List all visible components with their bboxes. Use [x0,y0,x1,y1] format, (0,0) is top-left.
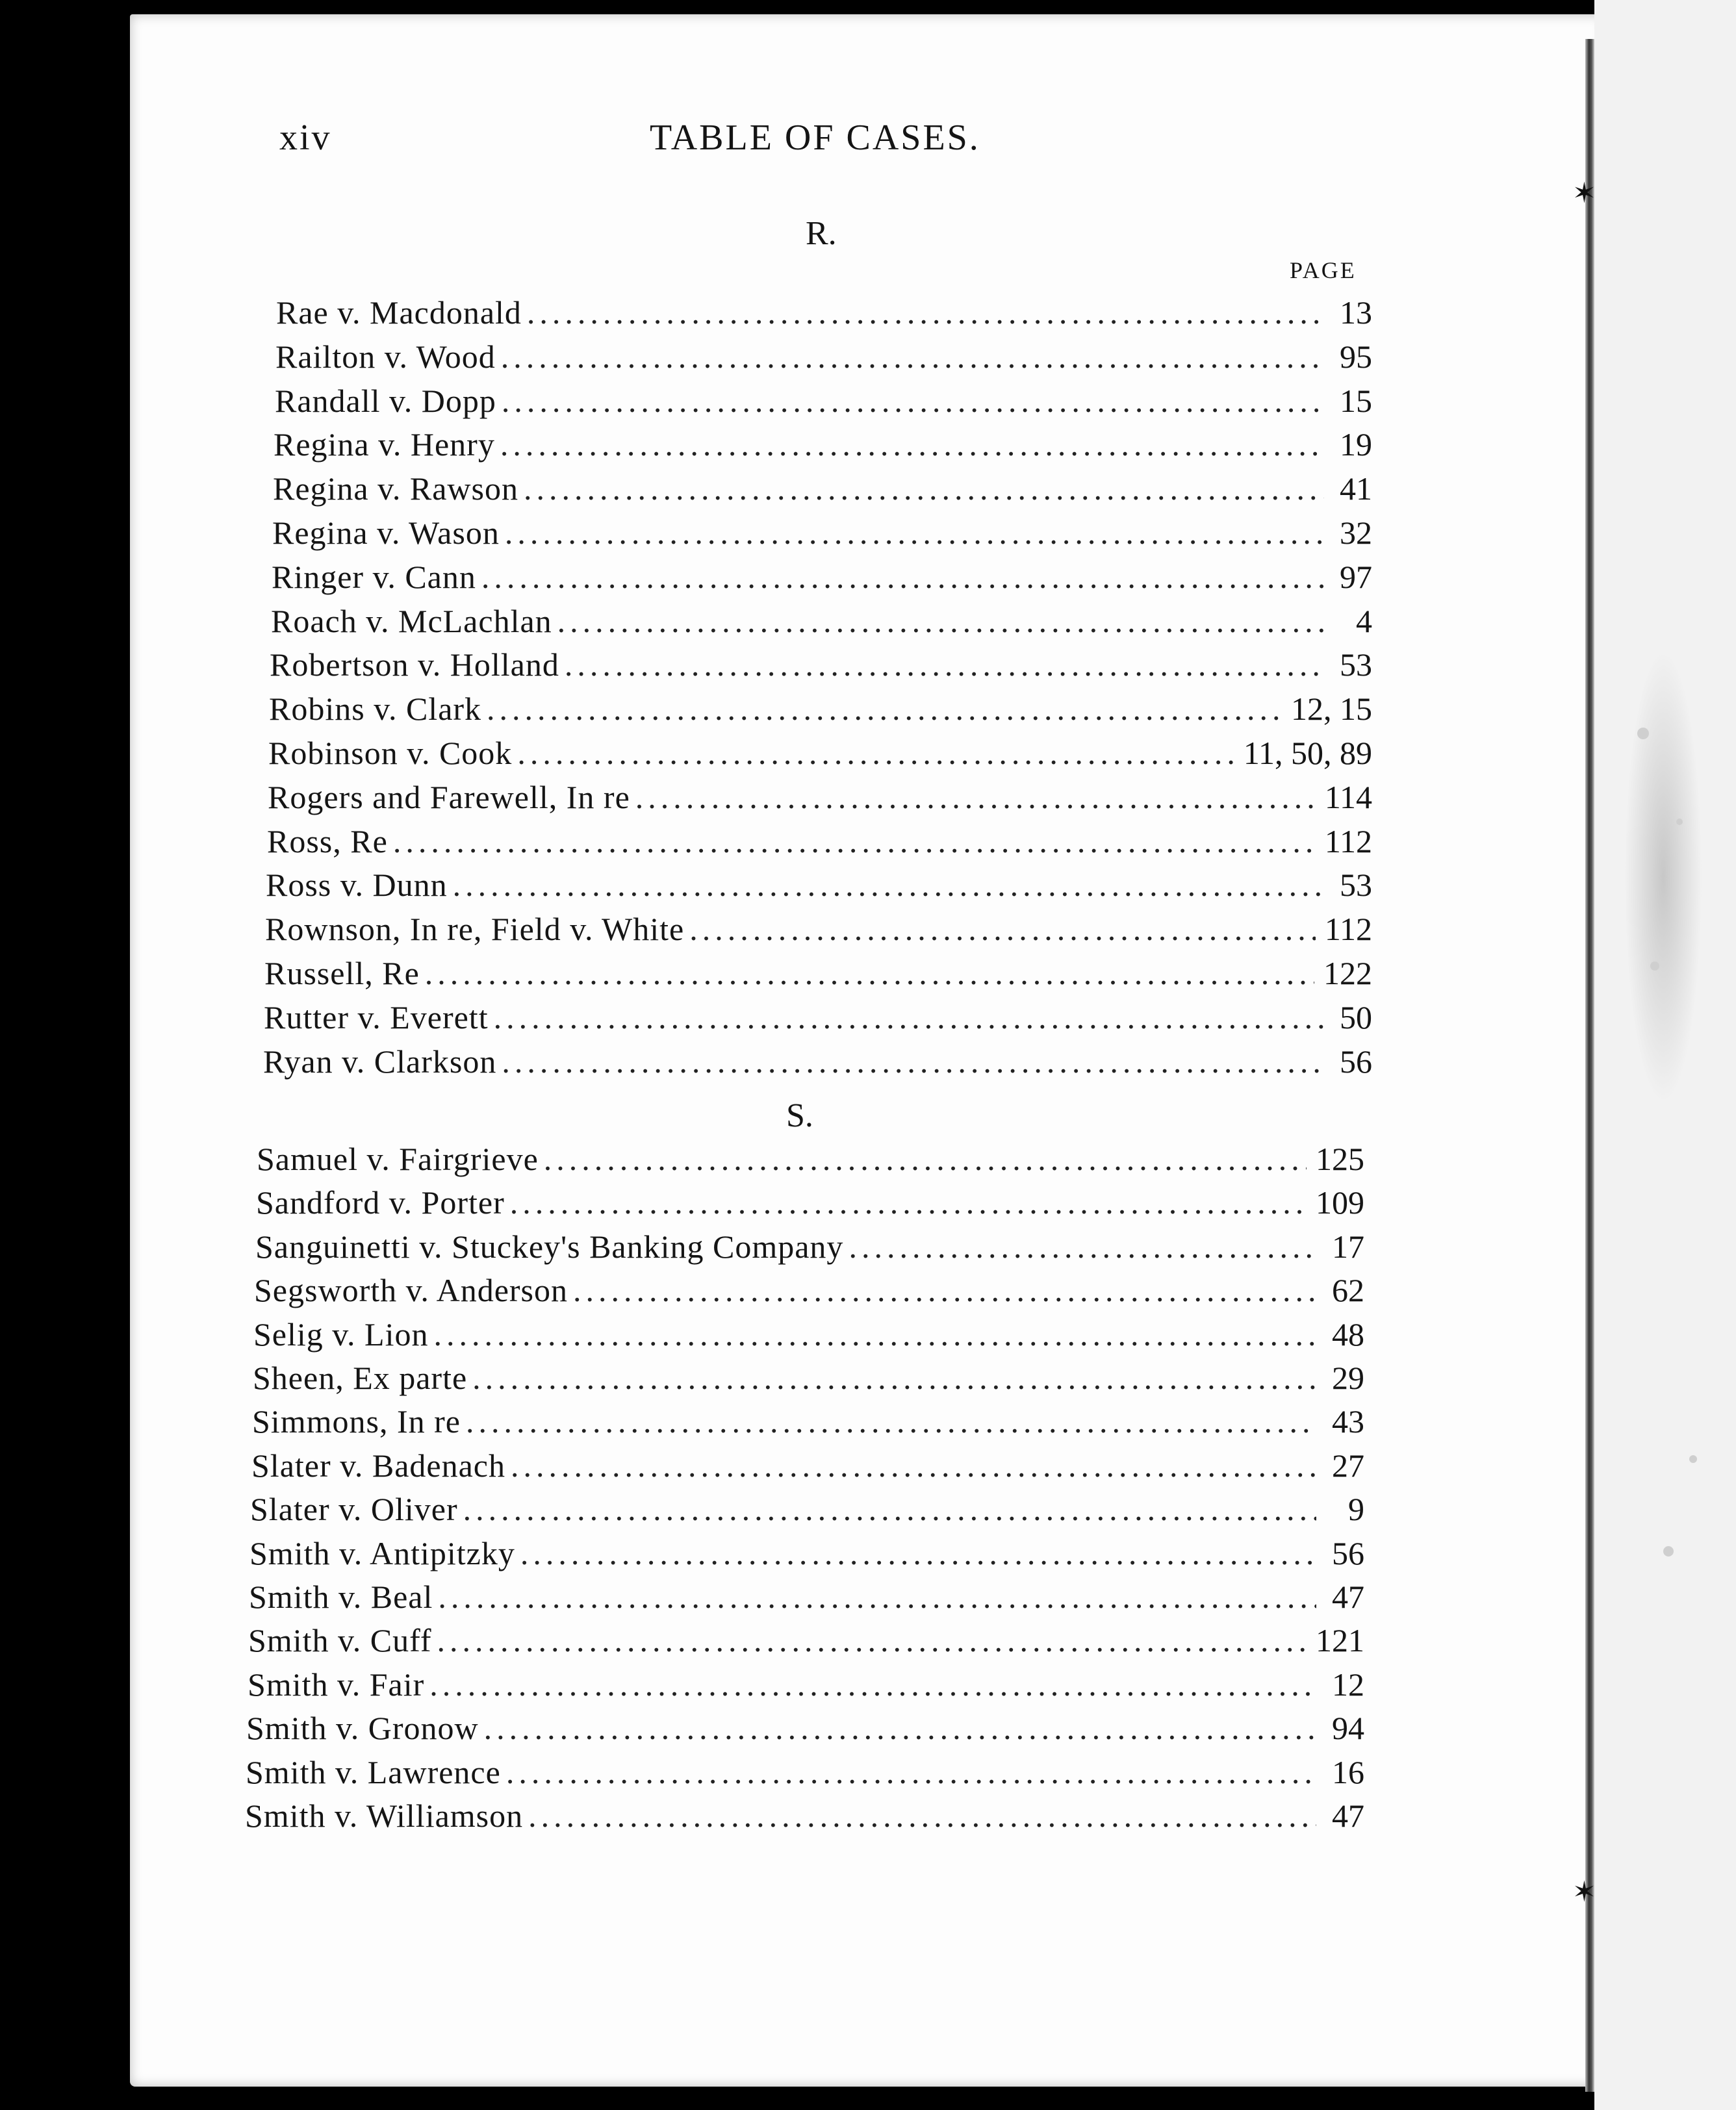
dot-leader [689,910,1316,948]
table-row [256,1184,1364,1227]
dot-leader [510,1184,1307,1221]
case-name: Sanguinetti v. Stuckey's Banking Company [255,1228,844,1265]
case-page-reference: 43 [1332,1403,1364,1440]
case-page-reference: 4 [1356,602,1372,639]
table-row [275,338,1372,381]
table-row [248,1621,1364,1664]
section-letter-r: R. [806,215,837,252]
case-page-reference: 13 [1340,294,1372,331]
case-page-reference: 56 [1340,1043,1372,1080]
dot-leader [506,1753,1316,1791]
page-column-label: PAGE [1290,257,1357,283]
case-name: Smith v. Fair [248,1666,425,1703]
dot-leader [565,646,1324,683]
table-row [276,294,1372,337]
table-row [251,1447,1364,1490]
table-row [267,822,1372,865]
page-title: TABLE OF CASES. [650,118,980,158]
table-row [266,866,1372,909]
scan-fleck [1637,728,1649,739]
case-page-reference: 50 [1340,998,1372,1036]
table-row [270,646,1372,689]
case-name: Randall v. Dopp [275,382,496,419]
dot-leader [524,470,1324,507]
case-name: Rogers and Farewell, In re [268,778,630,815]
dot-leader [481,558,1324,596]
case-page-reference: 41 [1340,470,1372,507]
case-name: Ryan v. Clarkson [263,1043,497,1080]
case-name: Smith v. Beal [249,1579,433,1615]
case-page-reference: 12, 15 [1291,691,1372,728]
dot-leader [502,1043,1324,1080]
scan-fleck [1676,819,1683,825]
scan-fleck [1689,1455,1697,1463]
table-row [249,1578,1364,1621]
dot-leader [502,382,1324,420]
case-name: Smith v. Cuff [248,1622,432,1659]
table-row [269,690,1372,733]
case-name: Selig v. Lion [253,1316,429,1353]
case-name: Russell, Re [264,955,420,991]
table-row [246,1709,1364,1752]
case-page-reference: 32 [1340,515,1372,551]
table-row [257,1140,1364,1183]
page-number: xiv [279,118,332,158]
binding-stitch-bottom: ✶ [1572,1875,1596,1909]
case-name: Regina v. Henry [274,426,495,463]
table-row [246,1753,1364,1796]
case-page-reference: 56 [1332,1534,1364,1571]
dot-leader [500,426,1324,463]
case-name: Sheen, Ex parte [253,1360,468,1396]
table-row [272,514,1372,557]
dot-leader [527,294,1324,331]
table-row [250,1490,1364,1533]
table-row [264,954,1372,997]
case-page-reference: 112 [1324,822,1372,859]
table-row [252,1403,1364,1445]
dot-leader [520,1534,1316,1572]
dot-leader [393,822,1316,860]
table-row [272,558,1372,601]
case-name: Slater v. Badenach [251,1447,505,1484]
table-row [264,998,1372,1041]
scan-fleck [1650,961,1659,971]
case-page-reference: 53 [1340,646,1372,683]
case-page-reference: 19 [1340,426,1372,463]
case-name: Ross v. Dunn [266,867,448,904]
case-name: Smith v. Gronow [246,1710,479,1747]
case-page-reference: 17 [1332,1228,1364,1265]
case-name: Segsworth v. Anderson [254,1272,568,1309]
case-page-reference: 62 [1332,1272,1364,1309]
case-name: Roach v. McLachlan [271,602,552,639]
dot-leader [472,1359,1316,1397]
table-row [273,470,1372,513]
dot-leader [557,602,1324,640]
dot-leader [544,1140,1307,1178]
case-name: Ross, Re [267,822,388,859]
dot-leader [429,1666,1316,1703]
case-name: Smith v. Antipitzky [249,1534,515,1571]
case-page-reference: 122 [1323,955,1372,991]
case-page-reference: 27 [1332,1447,1364,1484]
table-row [271,602,1372,645]
case-name: Regina v. Rawson [273,470,518,507]
case-name: Rutter v. Everett [264,998,489,1036]
case-page-reference: 109 [1316,1184,1364,1221]
case-name: Rae v. Macdonald [276,294,522,331]
dot-leader [487,690,1282,728]
case-name: Slater v. Oliver [250,1491,458,1528]
table-row [248,1666,1364,1709]
case-name: Simmons, In re [252,1403,461,1440]
dot-leader [501,338,1324,375]
dot-leader [484,1709,1316,1747]
dot-leader [505,514,1324,552]
case-page-reference: 16 [1332,1753,1364,1790]
dot-leader [573,1271,1316,1309]
case-page-reference: 47 [1332,1798,1364,1834]
dot-leader [635,778,1316,816]
table-row [245,1797,1364,1840]
dot-leader [528,1797,1316,1835]
table-row [274,426,1372,468]
dot-leader [433,1316,1316,1353]
table-row [275,382,1372,425]
case-name: Robertson v. Holland [270,646,559,683]
table-row [268,778,1372,821]
case-name: Railton v. Wood [275,338,496,375]
case-page-reference: 29 [1332,1360,1364,1396]
case-name: Smith v. Williamson [245,1798,524,1834]
table-row [265,910,1372,953]
dot-leader [466,1403,1316,1440]
case-page-reference: 125 [1316,1141,1364,1177]
case-page-reference: 12 [1332,1666,1364,1703]
dot-leader [463,1490,1316,1528]
case-page-reference: 95 [1340,338,1372,375]
case-page-reference: 11, 50, 89 [1243,735,1372,771]
dot-leader [425,954,1314,992]
case-name: Sandford v. Porter [256,1184,505,1221]
case-name: Robins v. Clark [269,691,482,728]
case-name: Samuel v. Fairgrieve [257,1141,539,1177]
case-page-reference: 121 [1316,1622,1364,1659]
dot-leader [517,734,1234,772]
table-row [268,734,1372,777]
dot-leader [511,1447,1316,1484]
dot-leader [453,866,1324,904]
case-page-reference: 53 [1340,867,1372,904]
table-row [254,1271,1364,1314]
case-name: Smith v. Lawrence [246,1753,501,1790]
case-page-reference: 94 [1332,1710,1364,1747]
dot-leader [438,1578,1316,1616]
case-name: Rownson, In re, Field v. White [265,911,685,948]
table-row [253,1359,1364,1402]
dot-leader [849,1228,1316,1265]
case-name: Ringer v. Cann [272,558,476,595]
dot-leader [437,1621,1307,1659]
case-page-reference: 48 [1332,1316,1364,1353]
table-row [253,1316,1364,1358]
binding-stitch-top: ✶ [1572,177,1596,210]
case-name: Regina v. Wason [272,515,500,551]
table-row [263,1043,1372,1086]
case-name: Robinson v. Cook [268,735,513,771]
case-page-reference: 47 [1332,1579,1364,1615]
case-page-reference: 9 [1348,1491,1364,1528]
section-letter-s: S. [786,1097,813,1134]
dot-leader [494,998,1324,1036]
table-row [255,1228,1364,1271]
case-page-reference: 114 [1324,778,1372,815]
case-page-reference: 97 [1340,558,1372,595]
case-page-reference: 15 [1340,382,1372,419]
scan-fleck [1663,1546,1674,1557]
table-row [249,1534,1364,1577]
case-page-reference: 112 [1324,911,1372,948]
